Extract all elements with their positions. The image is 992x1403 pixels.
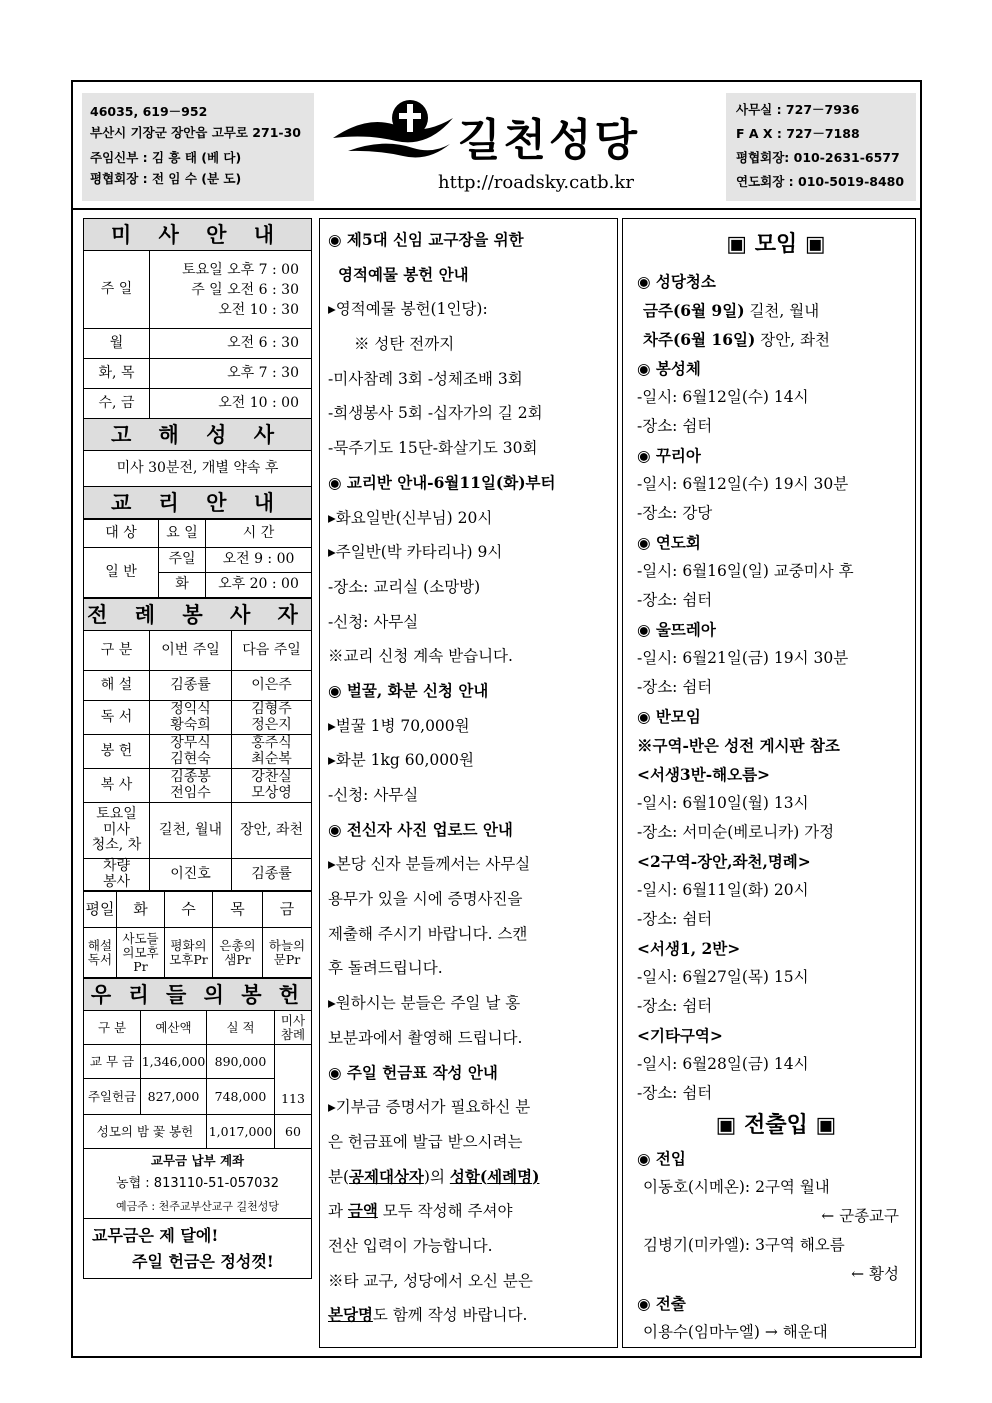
sat-evening-mass: 토요일 오후 7 : 00 (182, 261, 299, 278)
off-may-actual: 1,017,000 (207, 1115, 275, 1149)
meet-group: <서생3반-해오름> (637, 765, 771, 784)
meet-line: -일시: 6월12일(수) 19시 30분 (637, 475, 849, 493)
wk-wed: 수 (165, 892, 213, 928)
wk-fri: 금 (263, 892, 312, 928)
commentary-this: 김종률 (150, 671, 232, 701)
bulletin-frame (71, 80, 922, 1358)
sun-main-mass: 오전 10 : 30 (218, 301, 299, 318)
transfer-line: 김병기(미카엘): 3구역 해오름 (643, 1236, 845, 1254)
notice-line: -신청: 사무실 (328, 786, 419, 804)
lit-head-this: 이번 주일 (150, 631, 232, 671)
cat-head-time: 시 간 (206, 520, 312, 548)
meet-line: -장소: 쉼터 (637, 678, 713, 696)
off-tithe-budget: 1,346,000 (141, 1045, 207, 1079)
notice-catechism-title: ◉ 교리반 안내-6월11일(화)부터 (328, 472, 556, 492)
notice-line: ▸본당 신자 분들께서는 사무실 (328, 855, 531, 874)
notice-line: -신청: 사무실 (328, 612, 419, 631)
cat-day-2: 화 (159, 573, 206, 598)
tue-label: 화, 목 (84, 359, 150, 389)
notice-line: ※ 성탄 전까지 (354, 335, 455, 354)
wk-tue: 화 (117, 892, 165, 928)
notice-line: ▸벌꿀 1병 70,000원 (328, 716, 470, 735)
off-head-actual: 실 적 (207, 1011, 275, 1045)
website-url[interactable]: http://roadsky.catb.kr (438, 172, 634, 193)
off-may: 성모의 밤 꽃 봉헌 (84, 1115, 207, 1149)
account-box (84, 1149, 312, 1219)
cat-head-target: 대 상 (84, 520, 159, 548)
meet-line: -일시: 6월21일(금) 19시 30분 (637, 649, 849, 667)
reading-this: 정익식 황숙희 (150, 701, 232, 735)
liturgy-title: 전 례 봉 사 자 (84, 599, 312, 631)
meet-line: -일시: 6월11일(화) 20시 (637, 881, 809, 899)
mon-label: 월 (84, 329, 150, 359)
weekday-label: 평일 (84, 892, 117, 928)
address-box (82, 93, 314, 201)
offering-title: 우 리 들 의 봉 헌 (84, 979, 312, 1011)
cat-day-1: 주일 (159, 548, 206, 573)
off-sunday: 주일헌금 (84, 1079, 141, 1115)
postal-code: 46035, 619－952 (90, 104, 208, 119)
off-sunday-budget: 827,000 (141, 1079, 207, 1115)
offering-this: 장무식 김현숙 (150, 735, 232, 769)
notice-line: -묵주기도 15단-화살기도 30회 (328, 439, 538, 458)
pastor: 주임신부 : 김 흥 태 (베 다) (90, 150, 242, 165)
cat-head-day: 요 일 (159, 520, 206, 548)
reading-next: 김형주 정은지 (232, 701, 312, 735)
notice-line: 본당명도 함께 작성 바랍니다. (328, 1305, 528, 1325)
role-server: 복 사 (84, 769, 150, 803)
meet-line: 차주(6월 16일) 장안, 좌천 (643, 330, 830, 349)
meet-heading: ◉ 연도회 (637, 533, 701, 552)
notice-envelope-title: ◉ 주일 헌금표 작성 안내 (328, 1062, 498, 1082)
meet-line: -장소: 강당 (637, 504, 713, 522)
meet-line: -일시: 6월12일(수) 14시 (637, 388, 809, 406)
off-head-attend: 미사 참례 (275, 1011, 312, 1045)
lit-head-role: 구 분 (84, 631, 150, 671)
notice-line: ▸화요일반(신부님) 20시 (328, 508, 493, 527)
notice-column (319, 218, 618, 1348)
commentary-next: 이은주 (232, 671, 312, 701)
slogan-box (84, 1219, 312, 1279)
mon-time: 오전 6 : 30 (150, 329, 312, 359)
transfer-line: ← 군종교구 (821, 1207, 899, 1225)
cleaning-this: 길천, 월내 (150, 803, 232, 859)
notice-line: ▸화분 1kg 60,000원 (328, 751, 474, 770)
offering-next: 홍주식 최순복 (232, 735, 312, 769)
wk-thu: 목 (213, 892, 263, 928)
meet-line: -장소: 서미순(베로니카) 가정 (637, 823, 835, 841)
notice-line: ▸기부금 증명서가 필요하신 분 (328, 1098, 531, 1117)
header (73, 82, 920, 210)
driver-this: 이진호 (150, 859, 232, 891)
confession-text: 미사 30분전, 개별 약속 후 (84, 451, 312, 487)
off-attend: 113 (275, 1045, 312, 1115)
office-phone: 사무실 : 727－7936 (736, 102, 860, 117)
wed-time: 오전 10 : 00 (150, 389, 312, 419)
tue-time: 오후 7 : 30 (150, 359, 312, 389)
notice-line: 용무가 있을 시에 증명사진을 (328, 890, 523, 909)
notice-line: -미사참례 3회 -성체조배 3회 (328, 369, 523, 388)
off-head-type: 구 분 (84, 1011, 141, 1045)
chair-phone: 평협회장: 010-2631-6577 (736, 150, 900, 165)
driver-next: 김종률 (232, 859, 312, 891)
off-head-budget: 예산액 (141, 1011, 207, 1045)
sunday-label: 주 일 (84, 251, 150, 329)
role-offering: 봉 헌 (84, 735, 150, 769)
meet-heading: ◉ 반모임 (637, 707, 701, 726)
confession-title: 고 해 성 사 (84, 419, 312, 451)
notice-line: ※교리 신청 계속 받습니다. (328, 647, 513, 666)
notice-line: ▸주일반(박 카타리나) 9시 (328, 543, 503, 562)
notice-line: 전산 입력이 가능합니다. (328, 1236, 493, 1255)
wk-role: 해설 독서 (84, 928, 117, 978)
wed-label: 수, 금 (84, 389, 150, 419)
notice-line: ▸영적예물 봉헌(1인당): (328, 300, 488, 319)
account-title: 교무금 납부 계좌 (150, 1153, 245, 1169)
notice-line: 과 금액 모두 작성해 주셔야 (328, 1201, 513, 1221)
notice-line: ※타 교구, 성당에서 오신 분은 (328, 1271, 533, 1290)
meet-line: -일시: 6월28일(금) 14시 (637, 1055, 809, 1073)
meet-group: <2구역-장안,좌천,명례> (637, 852, 811, 871)
sunday-times (150, 251, 312, 329)
fax-number: F A X : 727－7188 (736, 126, 860, 141)
notice-honey-title: ◉ 벌꿀, 화분 신청 안내 (328, 680, 489, 700)
meet-group: <기타구역> (637, 1026, 723, 1045)
transfer-out-heading: ◉ 전출 (637, 1294, 686, 1313)
cat-general: 일 반 (84, 548, 159, 598)
meet-line: -장소: 쉼터 (637, 910, 713, 928)
meet-line: -일시: 6월16일(일) 교중미사 후 (637, 562, 854, 580)
contact-box (726, 93, 916, 201)
notice-line: 제출해 주시기 바랍니다. 스캔 (328, 924, 528, 943)
role-reading: 독 서 (84, 701, 150, 735)
wk-thu-group: 은총의 샘Pr (213, 928, 263, 978)
meet-line: -장소: 쉼터 (637, 591, 713, 609)
meet-group: <서생1, 2반> (637, 939, 741, 958)
cleaning-next: 장안, 좌천 (232, 803, 312, 859)
notice-line: -희생봉사 5회 -십자가의 길 2회 (328, 404, 543, 423)
notice-line: 은 헌금표에 발급 받으시려는 (328, 1132, 523, 1151)
church-logo-icon (328, 96, 458, 166)
wk-fri-group: 하늘의 문Pr (263, 928, 312, 978)
council-chair: 평협회장 : 전 임 수 (분 도) (90, 171, 242, 186)
meeting-column (622, 218, 916, 1348)
server-this: 김종봉 전임수 (150, 769, 232, 803)
notice-photo-title: ◉ 전신자 사진 업로드 안내 (328, 819, 513, 839)
cat-time-1: 오전 9 : 00 (206, 548, 312, 573)
role-commentary: 해 설 (84, 671, 150, 701)
role-cleaning: 토요일 미사 청소, 차 (84, 803, 150, 859)
youth-phone: 연도회장 : 010-5019-8480 (736, 174, 905, 189)
meet-line: -장소: 쉼터 (637, 997, 713, 1015)
lit-head-next: 다음 주일 (232, 631, 312, 671)
meet-line: 금주(6월 9일) 길천, 월내 (643, 301, 820, 320)
church-title: 길천성당 (458, 115, 641, 166)
meet-heading: ◉ 꾸리아 (637, 446, 701, 465)
notice-line: 분(공제대상자)의 성함(세례명) (328, 1166, 540, 1186)
cat-time-2: 오후 20 : 00 (206, 573, 312, 598)
transfer-title: ▣ 전출입 ▣ (715, 1113, 837, 1138)
notice-line: ▸원하시는 분들은 주일 날 홍 (328, 994, 521, 1013)
catechism-table (83, 519, 312, 598)
notice-bishop-title: ◉ 제5대 신임 교구장을 위한 (328, 230, 524, 249)
off-sunday-actual: 748,000 (207, 1079, 275, 1115)
offering-table (83, 978, 312, 1279)
off-tithe-actual: 890,000 (207, 1045, 275, 1079)
street-address: 부산시 기장군 장안읍 고무로 271-30 (90, 125, 301, 140)
transfer-line: ← 황성 (851, 1265, 899, 1283)
meet-line: -장소: 쉼터 (637, 417, 713, 435)
server-next: 강찬실 모상영 (232, 769, 312, 803)
off-may-attend: 60 (275, 1115, 312, 1149)
liturgy-table (83, 598, 312, 891)
mass-title: 미 사 안 내 (84, 219, 312, 251)
sun-early-mass: 주 일 오전 6 : 30 (191, 281, 299, 298)
meet-note: ※구역-반은 성전 게시판 참조 (637, 736, 840, 755)
mass-schedule-table (83, 218, 312, 519)
account-holder: 예금주 : 천주교부산교구 길천성당 (116, 1200, 279, 1214)
notice-line: 후 돌려드립니다. (328, 959, 443, 978)
meet-heading: ◉ 울뜨레아 (637, 620, 716, 639)
meet-line: -장소: 쉼터 (637, 1084, 713, 1102)
off-tithe: 교 무 금 (84, 1045, 141, 1079)
role-driver: 차량 봉사 (84, 859, 150, 891)
account-number: 농협 : 813110-51-057032 (116, 1176, 279, 1192)
wk-tue-group: 사도들 의모후 Pr (117, 928, 165, 978)
notice-line: 보분과에서 촬영해 드립니다. (328, 1028, 523, 1047)
notice-bishop-subtitle: 영적예물 봉헌 안내 (338, 264, 469, 284)
transfer-line: 이용수(임마누엘) → 해운대 (643, 1323, 828, 1341)
meet-line: -일시: 6월10일(월) 13시 (637, 794, 809, 812)
transfer-in-heading: ◉ 전입 (637, 1149, 686, 1168)
catechism-title: 교 리 안 내 (84, 487, 312, 519)
meet-heading: ◉ 봉성체 (637, 359, 701, 378)
transfer-line: 이동호(시메온): 2구역 월내 (643, 1178, 830, 1196)
meet-heading: ◉ 성당청소 (637, 272, 716, 291)
meet-line: -일시: 6월27일(목) 15시 (637, 968, 809, 986)
wk-wed-group: 평화의 모후Pr (165, 928, 213, 978)
notice-line: -장소: 교리실 (소망방) (328, 577, 481, 596)
slogan-line-2: 주일 헌금은 정성껏! (132, 1251, 274, 1271)
meeting-title: ▣ 모임 ▣ (726, 232, 826, 257)
weekday-table (83, 891, 312, 978)
left-column (83, 218, 312, 1348)
slogan-line-1: 교무금은 제 달에! (92, 1225, 219, 1245)
